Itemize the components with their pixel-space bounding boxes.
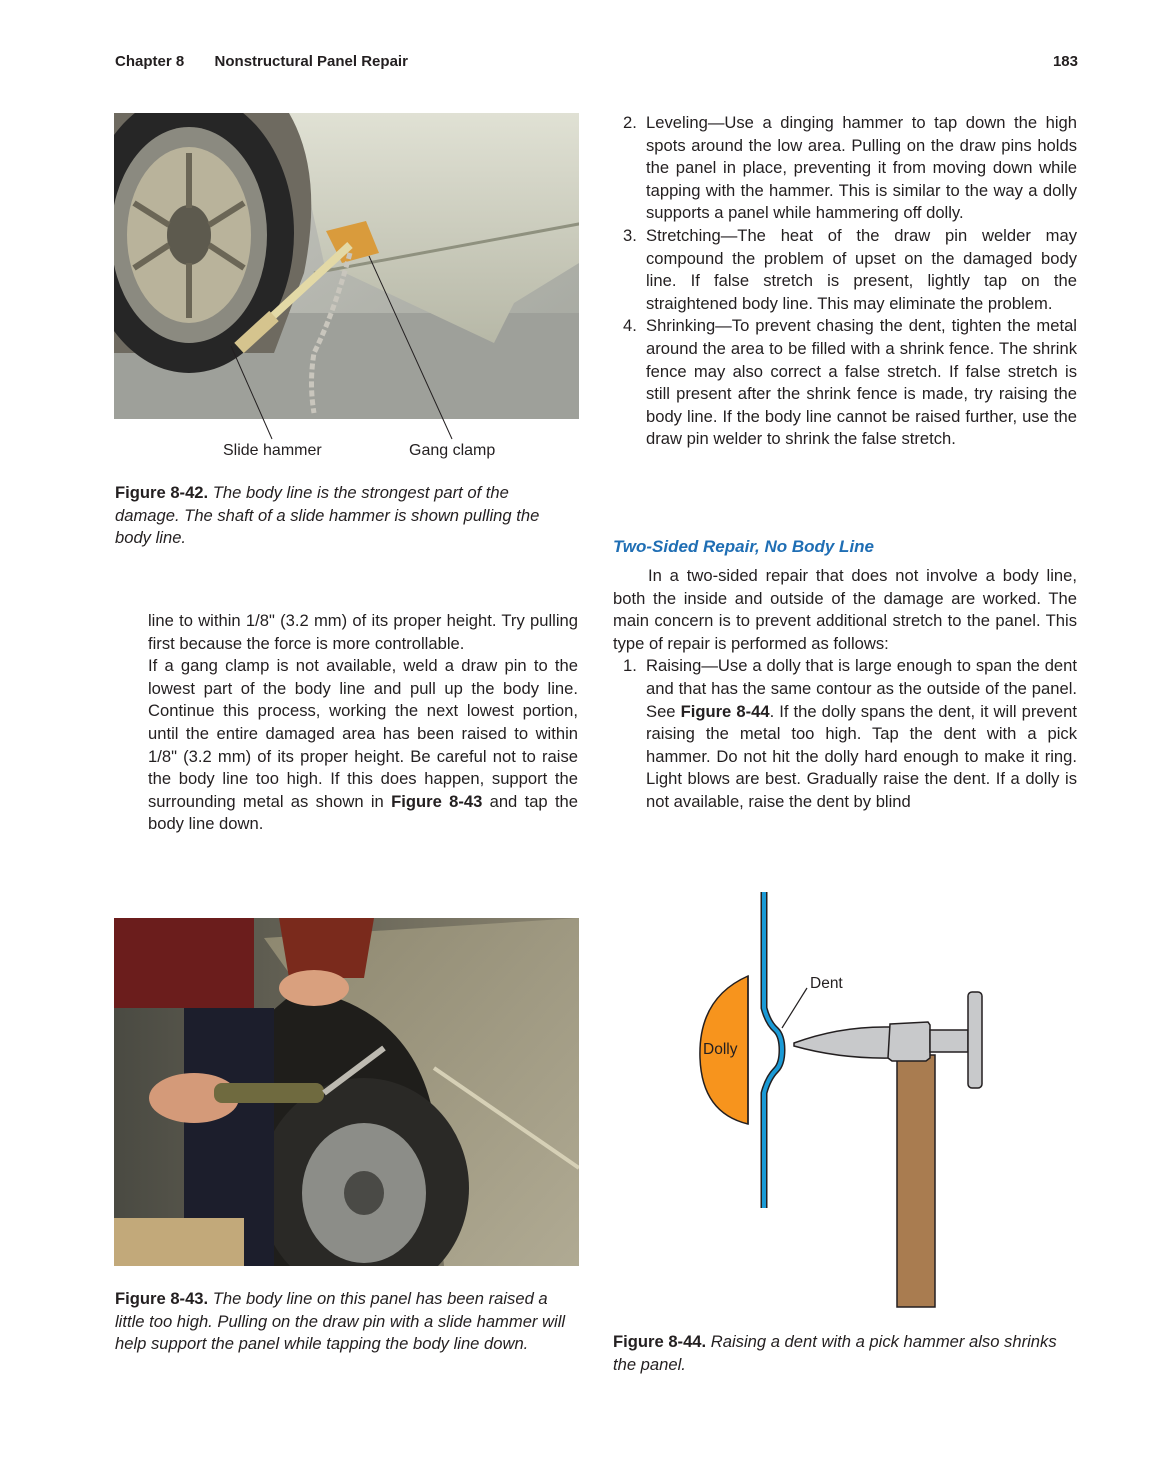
figure-8-43-caption xyxy=(115,1288,580,1356)
page-number: 183 xyxy=(1052,53,1078,70)
repair-steps-list xyxy=(613,112,1077,451)
label-dent: Dent xyxy=(810,975,843,992)
paragraph-pulling: line to within 1/8" (3.2 mm) of its proper height. Try pulling first because the force is more controllable. xyxy=(148,611,578,653)
hammer-face xyxy=(968,992,982,1088)
step-leveling: 2. Leveling—Use a dinging hammer to tap down the high spots around the low area. Pulling on the draw pins holds the panel in place, preventing it from moving down while tapping with the hammer. This is similar to the way a dolly supports a panel while hammering off dolly. xyxy=(623,113,1077,223)
figure-8-44-caption xyxy=(613,1331,1073,1376)
section-heading-two-sided-repair: Two-Sided Repair, No Body Line xyxy=(613,537,875,556)
left-column-text xyxy=(148,610,578,836)
figure-8-43-photo xyxy=(114,918,579,1266)
wheel-well-slide-hammer-image xyxy=(114,918,579,1266)
step-shrinking: 4. Shrinking—To prevent chasing the dent, tighten the metal around the area to be filled with a shrink fence. The shrink fence may also correct a false stretch. If false stretch is still present after the shrink fence is made, try raising the body line. If the body line cannot be raised further, use the draw pin welder to shrink the false stretch. xyxy=(623,316,1077,449)
chapter-number: Chapter 8 xyxy=(115,53,185,70)
figure-8-42-caption-text: The body line is the strongest part of the damage. The shaft of a slide hammer is shown pulling the body line. xyxy=(115,483,540,548)
step-raising: 1. Raising—Use a dolly that is large enough to span the dent and that has the same contour as the outside of the panel. See Figure 8-44. If the dolly spans the dent, it will prevent raising the metal too high. Tap the dent with a pick hammer. Do not hit the dolly hard enough to make it ring. Light blows are best. Gradually raise the dent. If a dolly is not available, raise the dent by blind xyxy=(623,656,1077,811)
label-slide-hammer: Slide hammer xyxy=(223,442,322,459)
figure-8-44-caption-text: Raising a dent with a pick hammer also shrinks the panel. xyxy=(613,1332,1057,1374)
paragraph-gang-clamp: If a gang clamp is not available, weld a draw pin to the lowest part of the body line and pull up the body line. Continue this process, working the next lowest portion, until the entire damaged area has been raised to within 1/8" (3.2 mm) of its proper height. Be careful not to raise the body line too high. If this does happen, support the surrounding metal as shown in Figure 8-43 and tap the body line down. xyxy=(148,656,579,834)
two-sided-steps-list xyxy=(613,655,1077,813)
paragraph-two-sided-intro: In a two-sided repair that does not involve a body line, both the inside and outside of the damage are worked. The main concern is to prevent additional stretch to the panel. This type of repair is performed as follows: xyxy=(613,566,1077,653)
hammer-handle xyxy=(897,1055,935,1307)
figure-8-43-caption-text: The body line on this panel has been raised a little too high. Pulling on the draw pin with a slide hammer will help support the panel while tapping the body line down. xyxy=(115,1289,566,1354)
two-sided-repair-text xyxy=(613,565,1077,814)
figure-8-42-leader-lines xyxy=(114,113,579,453)
figure-8-42-number: Figure 8-42. xyxy=(115,483,209,502)
hammer-pick xyxy=(794,1027,892,1058)
hammer-head-block xyxy=(888,1022,930,1061)
figure-8-44-reference: Figure 8-44 xyxy=(680,701,770,721)
running-header xyxy=(115,53,408,70)
label-dolly: Dolly xyxy=(703,1041,738,1058)
panel-sheet xyxy=(764,892,782,1208)
right-column-text xyxy=(613,112,1077,451)
figure-8-42-caption xyxy=(115,482,575,550)
figure-8-43-number: Figure 8-43. xyxy=(115,1289,209,1308)
figure-8-43-reference: Figure 8-43 xyxy=(391,791,483,811)
figure-8-44-diagram xyxy=(690,888,1000,1313)
step-stretching: 3. Stretching—The heat of the draw pin welder may compound the problem of upset on the damaged body line. If false stretch is present, lightly tap on the straightened body line. This may eliminate the problem. xyxy=(623,225,1077,313)
chapter-title: Nonstructural Panel Repair xyxy=(214,53,408,70)
label-gang-clamp: Gang clamp xyxy=(409,442,496,459)
figure-8-44-number: Figure 8-44. xyxy=(613,1332,707,1351)
